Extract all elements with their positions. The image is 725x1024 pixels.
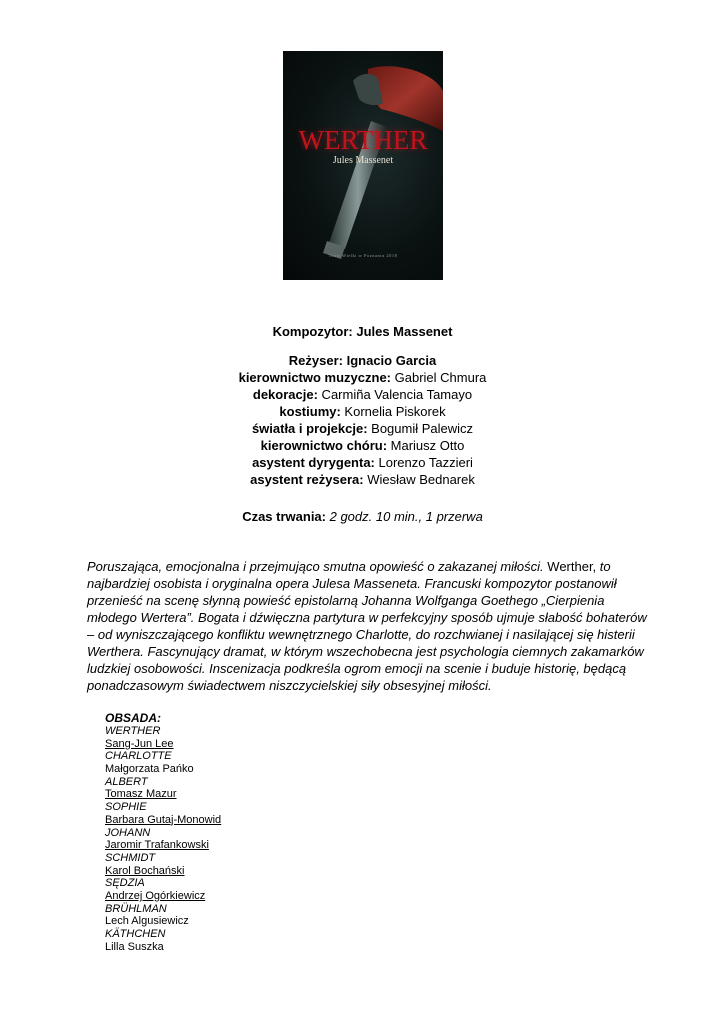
cast-actor[interactable]: Jaromir Trafankowski (105, 839, 209, 852)
composer-line: Kompozytor: Jules Massenet (272, 324, 453, 339)
cast-actor[interactable]: Tomasz Mazur (105, 788, 177, 801)
composer-block (0, 323, 725, 340)
crew-line-director (0, 352, 725, 369)
cast-actor-row (105, 814, 221, 827)
crew-label: Reżyser: Ignacio Garcia (288, 353, 437, 368)
cast-actor-row (105, 915, 221, 928)
cast-actor-row (105, 941, 221, 954)
cast-actor-row (105, 865, 221, 878)
cast-actor[interactable]: Andrzej Ogórkiewicz (105, 889, 206, 902)
crew-line-costumes (0, 403, 725, 420)
cast-role: KÄTHCHEN (105, 928, 166, 940)
cast-actor-row (105, 738, 221, 751)
crew-list (0, 352, 725, 488)
cast-actor-row (105, 839, 221, 852)
cast-list (105, 711, 221, 953)
opera-poster (283, 51, 443, 280)
crew-label: dekoracje: (252, 387, 318, 402)
cast-actor-row (105, 890, 221, 903)
cast-heading: OBSADA: (105, 711, 161, 725)
cast-role: JOHANN (105, 826, 151, 839)
duration-block (0, 508, 725, 525)
crew-label: asystent dyrygenta: (252, 455, 375, 470)
cast-actor[interactable]: Sang-Jun Lee (105, 737, 174, 750)
description-paragraph (87, 558, 647, 694)
cast-role: SCHMIDT (105, 851, 156, 864)
cast-actor: Lilla Suszka (105, 940, 164, 953)
crew-value: Wiesław Bednarek (363, 472, 475, 487)
crew-line-assistant-conductor (0, 454, 725, 471)
cast-actor-row (105, 788, 221, 801)
cast-role: WERTHER (105, 725, 161, 737)
crew-value: Kornelia Piskorek (340, 404, 446, 419)
cast-entries (105, 725, 221, 953)
cast-role: SOPHIE (105, 801, 147, 814)
cast-actor[interactable]: Barbara Gutaj-Monowid (105, 813, 222, 826)
poster-subtitle: Jules Massenet (332, 155, 394, 166)
cast-role: CHARLOTTE (105, 750, 172, 763)
cast-actor-row (105, 763, 221, 776)
description-part-2: Werther, (543, 559, 597, 574)
poster-footer: Teatr Wielki w Poznaniu 2018 (328, 253, 398, 258)
duration-label: Czas trwania: (242, 509, 326, 524)
cast-actor: Małgorzata Pańko (105, 763, 194, 776)
duration-value: 2 godz. 10 min., 1 przerwa (326, 509, 483, 524)
poster-title: WERTHER (298, 125, 428, 155)
crew-value: Mariusz Otto (387, 438, 465, 453)
description-part-3: to najbardziej osobista i oryginalna opera Julesa Masseneta. Francuski kompozytor postanowił przenieść na scenę słynną powieść epistolarną Johanna Wolfganga Goethego „Cierpienia młodego Wertera”. Bogata i dźwięczna partytura w perfekcyjny sposób ujmuje słabość bohaterów – od wyniszczającego konfliktu wewnętrznego Charlotte, do rozchwianej i nasilającej się histerii Werthera. Fascynujący dramat, w którym wszechobecna jest psychologia ciemnych zakamarków ludzkiej osobowości. Inscenizacja podkreśla ogrom emocji na scenie i buduje historię, będącą ponadczasowym świadectwem niszczycielskiej siły obsesyjnej miłości. (87, 559, 647, 693)
cast-actor: Lech Algusiewicz (105, 915, 189, 928)
crew-value: Lorenzo Tazzieri (374, 455, 473, 470)
crew-value: Bogumił Palewicz (367, 421, 474, 436)
crew-label: kierownictwo chóru: (260, 438, 388, 453)
crew-line-assistant-director (0, 471, 725, 488)
crew-label: kostiumy: (279, 404, 341, 419)
crew-line-lights (0, 420, 725, 437)
cast-role: SĘDZIA (105, 877, 145, 890)
cast-role: ALBERT (105, 775, 148, 788)
crew-value: Carmiña Valencia Tamayo (317, 387, 473, 402)
crew-value: Gabriel Chmura (391, 370, 487, 385)
description-part-1: Poruszająca, emocjonalna i przejmująco smutna opowieść o zakazanej miłości. (87, 559, 544, 574)
crew-label: światła i projekcje: (251, 421, 368, 436)
duration-line (0, 508, 725, 525)
cast-role: BRÜHLMAN (105, 902, 167, 915)
crew-line-music (0, 369, 725, 386)
crew-line-sets (0, 386, 725, 403)
crew-label: asystent reżysera: (250, 472, 364, 487)
crew-label: kierownictwo muzyczne: (238, 370, 392, 385)
cast-actor[interactable]: Karol Bochański (105, 864, 185, 877)
crew-line-choir (0, 437, 725, 454)
